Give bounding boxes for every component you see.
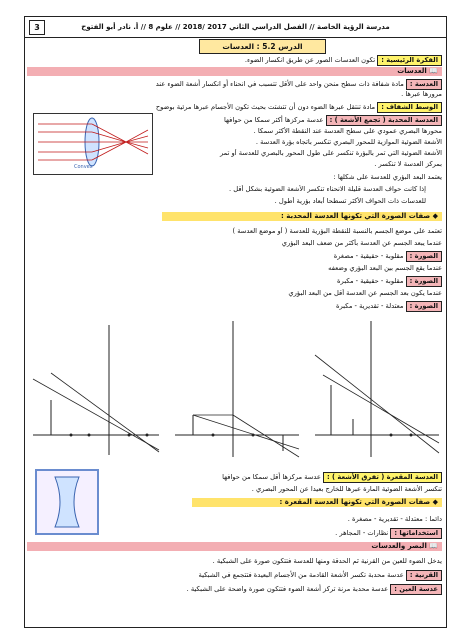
page-number: 3 xyxy=(29,20,45,35)
convex-point-5: يعتمد البعد البؤري للعدسة على شكلها : xyxy=(333,173,442,181)
convex-point-4: بمركز العدسة لا تنكسر . xyxy=(374,160,442,168)
case3-row xyxy=(29,301,442,312)
book-icon-2: 📖 xyxy=(429,542,438,550)
ray-diagram-1-svg xyxy=(31,315,161,460)
lens-def-label: العدسة : xyxy=(406,79,442,90)
eye-lens-label: عدسة العين : xyxy=(390,584,442,595)
convex-point-3: الأشعة الضوئية التي تمر بالبؤرة تنكسر على طول المحور بالبصري للعدسة أو تمر xyxy=(219,149,442,157)
concave-lens-svg xyxy=(37,471,97,533)
concave-images-bar xyxy=(192,498,442,507)
main-idea-text: تكون العدسات الصور عن طريق انكسار الضوء. xyxy=(244,56,376,64)
main-idea-label: الفكرة الرئيسية : xyxy=(377,55,442,66)
lens-def-line2: مرورها عبرها . xyxy=(401,90,442,98)
ray-diagram-3 xyxy=(313,315,441,460)
eye-lens-row xyxy=(29,584,442,595)
section-lenses-title: العدسات xyxy=(397,67,427,75)
main-idea-row xyxy=(29,55,442,66)
convex-images-title: صفات الصورة التي تكونها العدسة المحدبة : xyxy=(281,212,431,220)
concave-label: العدسة المقعرة ( تفرق الأشعة ) : xyxy=(323,472,442,483)
convex-point-6: إذا كانت حواف العدسة قليلة الانحناء تنكسر الأشعة الضوئية بشكل أقل . xyxy=(229,185,426,193)
transparent-text: مادة تنتقل عبرها الضوء دون أن تتشتت بحيث تكون الأجسام عبرها مرئية بوضوح xyxy=(155,103,376,111)
bullet-icon-2: ◆ xyxy=(430,498,438,506)
ray-diagram-1 xyxy=(31,315,161,460)
case2-text: عندما يقع الجسم بين البعد البؤري وضعفه xyxy=(328,264,442,272)
case2-row xyxy=(29,276,442,287)
concave-uses-text: نظارات - المجاهر . xyxy=(335,529,389,537)
section-lenses-bar xyxy=(27,67,442,76)
concave-row xyxy=(105,472,442,483)
convex-images-bar xyxy=(162,212,442,221)
case2-result: مقلوبة - حقيقية - مكبرة xyxy=(337,277,404,285)
concave-point-1: تنكسر الأشعة الضوئية المارة عبرها للخارج بعيدا عن المحور البصري . xyxy=(251,485,442,493)
case1-row xyxy=(29,251,442,262)
case3-label: الصورة : xyxy=(406,301,442,312)
lesson-title: الدرس 5.2 : العدسات xyxy=(199,39,326,54)
book-icon: 📖 xyxy=(429,67,438,75)
lens-def-line1: مادة شفافة ذات سطح منحن واحد على الأقل تتسبب في انحناء أو انكسار أشعة الضوء عند xyxy=(155,80,404,88)
concave-result: دائما : معتدلة - تقديرية - مصغرة . xyxy=(347,515,442,523)
convex-text: عدسة مركزها أكثر سمكا من حوافها xyxy=(224,116,324,124)
ray-diagram-3-svg xyxy=(313,315,441,460)
case3-result: معتدلة - تقديرية - مكبرة xyxy=(335,302,404,310)
header-text: مدرسة الرؤية الخاصة // الفصل الدراسي الثاني 2017 /2018 // علوم 8 // أ. نادر أبو الفتوح xyxy=(81,23,390,31)
convex-point-2: الأشعة الضوئية الموازية للمحور البصري تنكسر باتجاه بؤرة العدسة . xyxy=(255,138,442,146)
vision-bar xyxy=(27,542,442,551)
case3-text: عندما يكون بعد الجسم عن العدسة أقل من البعد البؤري xyxy=(288,289,442,297)
cornea-row xyxy=(29,570,442,581)
concave-images-title: صفات الصورة التي تكونها العدسة المقعرة : xyxy=(279,498,431,506)
convex-point-7: للعدسات ذات الحواف الأكثر تسطحا أبعاد بؤرية أطول . xyxy=(274,197,426,205)
concave-text: عدسة مركزها أقل سمكا من حوافها xyxy=(222,473,321,481)
ray-diagram-2 xyxy=(173,315,301,460)
concave-uses-label: استخداماتها : xyxy=(390,528,442,539)
vision-intro: يدخل الضوء للعين من القرنية ثم الحدقة ومنها للعدسة فتتكون صورة على الشبكية . xyxy=(212,557,442,565)
case2-label: الصورة : xyxy=(406,276,442,287)
case1-text: عندما يبعد الجسم عن العدسة بأكثر من ضعف البعد البؤري xyxy=(281,239,442,247)
concave-uses-row xyxy=(105,528,442,539)
eye-lens-text: عدسة محدبة مرنة تركز أشعة الضوء فتتكون صورة واضحة على الشبكية . xyxy=(186,585,389,593)
transparent-row xyxy=(29,102,442,113)
convex-rays-svg xyxy=(34,114,152,174)
case1-label: الصورة : xyxy=(406,251,442,262)
case1-result: مقلوبة - حقيقية - مصغرة xyxy=(333,252,404,260)
lens-def-row xyxy=(29,79,442,90)
convex-point-1: محورها البصري عمودي على سطح العدسة عند النقطة الأكثر سمكا . xyxy=(253,127,442,135)
convex-label: العدسة المحدبة ( تجمع الأشعة ) : xyxy=(326,115,442,126)
bullet-icon: ◆ xyxy=(430,212,438,220)
transparent-label: الوسط الشفاف : xyxy=(377,102,442,113)
convex-lens-diagram xyxy=(33,113,153,175)
concave-lens-diagram xyxy=(35,469,99,535)
cornea-label: القرنية : xyxy=(406,570,442,581)
page-header xyxy=(25,17,446,38)
worksheet-page xyxy=(24,16,447,628)
cornea-text: عدسة محدبة تكسر الأشعة القادمة من الأجسام البعيدة فتتجمع في الشبكية xyxy=(198,571,404,579)
convex-images-intro: تعتمد على موضع الجسم بالنسبة للنقطة البؤرية للعدسة ( أو موضع العدسة ) xyxy=(232,227,442,235)
ray-diagram-2-svg xyxy=(173,315,301,460)
vision-title: البصر والعدسات xyxy=(371,542,427,550)
convex-caption: Convex xyxy=(74,164,93,170)
